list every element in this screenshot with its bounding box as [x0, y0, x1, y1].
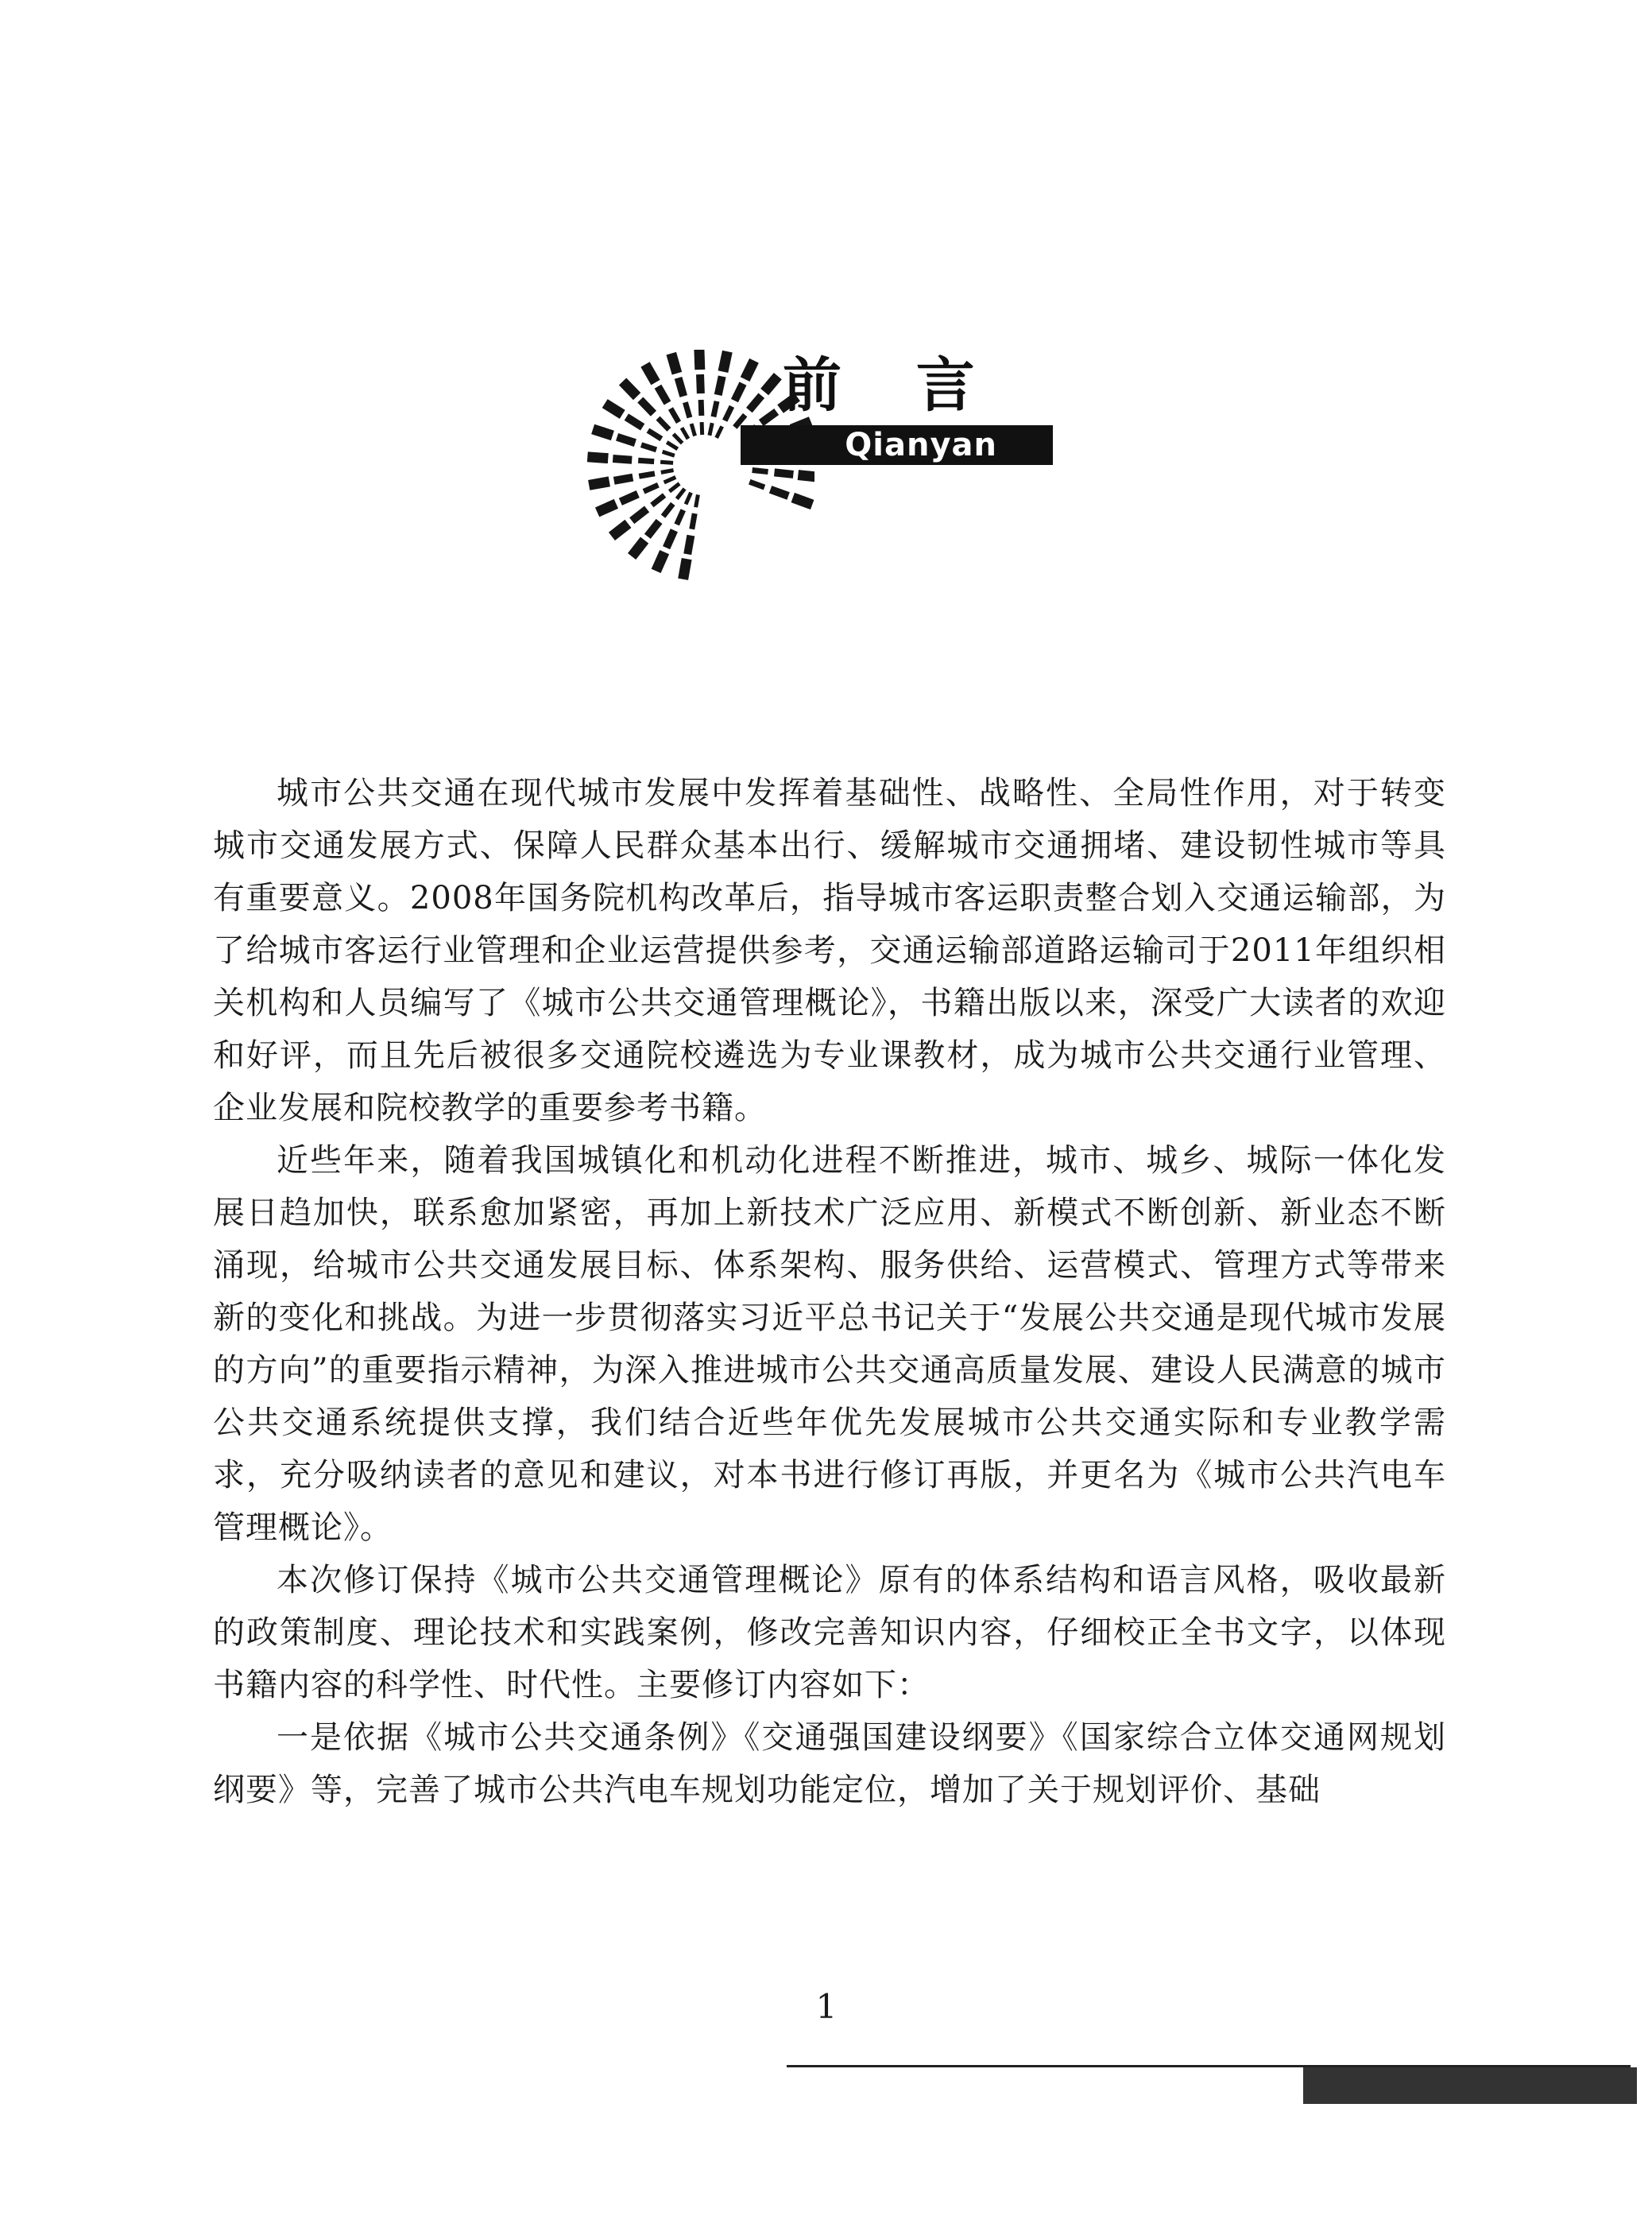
- sunburst-ray: [672, 432, 684, 444]
- sunburst-ray: [616, 433, 636, 447]
- sunburst-ray: [689, 513, 697, 529]
- sunburst-ray: [700, 422, 705, 435]
- sunburst-ray: [718, 351, 733, 373]
- sunburst-ray: [675, 377, 687, 397]
- sunburst-ray: [595, 499, 618, 517]
- sunburst-ray: [694, 350, 705, 370]
- sunburst-ray: [663, 529, 678, 549]
- sunburst-ray: [629, 506, 649, 524]
- sunburst-ray: [602, 399, 625, 419]
- sunburst-ray: [640, 362, 660, 385]
- sunburst-ray: [678, 558, 691, 580]
- sunburst-ray: [660, 468, 674, 475]
- sunburst-ray: [741, 358, 759, 382]
- sunburst-ray: [722, 405, 734, 422]
- sunburst-ray: [707, 423, 714, 436]
- sunburst-ray: [684, 492, 693, 506]
- sunburst-ray: [791, 493, 814, 509]
- sunburst-ray: [625, 413, 645, 430]
- sunburst-ray: [759, 409, 779, 426]
- sunburst-ray: [683, 401, 692, 418]
- sunburst-ray: [710, 401, 719, 417]
- sunburst-ray: [628, 537, 648, 560]
- sunburst-ray: [647, 428, 664, 442]
- paragraph-2: 近些年来，随着我国城镇化和机动化进程不断推进，城市、城乡、城际一体化发展日趋加快，联系愈加紧密，再加上新技术广泛应用、新模式不断创新、新业态不断涌现，给城市公共交通发展目标、体系架构、服务供给、运营模式、管理方式等带来新的变化和挑战。为进一步贯彻落实习近平总书记关于“发展公共交通是现代城市发展的方向”的重要指示精神，为深入推进城市公共交通高质量发展、建设人民满意的城市公共交通系统提供支撑，我们结合近些年优先发展城市公共交通实际和专业教学需求，充分吸纳读者的意见和建议，对本书进行修订再版，并更名为《城市公共汽电车管理概论》。: [213, 1142, 1446, 1546]
- sunburst-ray: [675, 487, 687, 500]
- sunburst-ray: [662, 450, 675, 458]
- sunburst-ray: [731, 382, 747, 402]
- page-number: 1: [815, 1987, 838, 2026]
- sunburst-ray: [613, 474, 633, 485]
- sunburst-ray: [769, 486, 790, 500]
- sunburst-ray: [638, 458, 654, 464]
- sunburst-ray: [588, 476, 610, 490]
- sunburst-ray: [652, 550, 669, 573]
- paragraph-3: 本次修订保持《城市公共交通管理概论》原有的体系结构和语言风格，吸收最新的政策制度、理论技术和实践案例，修改完善知识内容，仔细校正全书文字，以体现书籍内容的科学性、时代性。主要修订内容如下：: [213, 1562, 1446, 1703]
- sunburst-ray: [661, 502, 675, 518]
- footer-bar: [1303, 2067, 1637, 2104]
- paragraph-1: 城市公共交通在现代城市发展中发挥着基础性、战略性、全局性作用，对于转变城市交通发展方式、保障人民群众基本出行、缓解城市交通拥堵、建设韧性城市等具有重要意义。2008年国务院机构改革后，指导城市客运职责整合划入交通运输部，为了给城市客运行业管理和企业运营提供参考，交通运输部道路运输司于2011年组织相关机构和人员编写了《城市公共交通管理概论》，书籍出版以来，深受广大读者的欢迎和好评，而且先后被很多交通院校遴选为专业课教材，成为城市公共交通行业管理、企业发展和院校教学的重要参考书籍。: [213, 775, 1446, 1126]
- sunburst-ray: [644, 519, 663, 539]
- sunburst-ray: [666, 440, 679, 451]
- sunburst-ray: [609, 520, 631, 540]
- sunburst-ray: [752, 467, 768, 475]
- sunburst-ray: [714, 375, 726, 396]
- sunburst-ray: [587, 451, 609, 463]
- sunburst-ray: [696, 374, 705, 393]
- sunburst-ray: [694, 494, 700, 508]
- sunburst-ray: [640, 442, 657, 452]
- sunburst-ray: [680, 427, 690, 440]
- sunburst-ray: [655, 385, 671, 405]
- sunburst-ray: [591, 424, 614, 440]
- sunburst-ray: [714, 425, 724, 439]
- sunburst-ray: [613, 455, 633, 464]
- title-pinyin-banner: Qianyan: [741, 425, 1053, 465]
- sunburst-ray: [798, 470, 814, 482]
- sunburst-ray: [637, 397, 656, 416]
- sunburst-ray: [667, 352, 683, 375]
- sunburst-ray: [668, 407, 681, 424]
- sunburst-logo-icon: [584, 350, 814, 580]
- page-title: 前 言: [783, 351, 1002, 420]
- sunburst-ray: [690, 423, 697, 436]
- sunburst-ray: [619, 378, 640, 400]
- sunburst-ray: [749, 479, 765, 490]
- sunburst-ray: [698, 400, 705, 416]
- sunburst-ray: [656, 416, 671, 432]
- sunburst-ray: [664, 475, 677, 484]
- sunburst-ray: [674, 509, 686, 525]
- sunburst-ray: [619, 490, 640, 506]
- sunburst-ray: [683, 535, 694, 555]
- sunburst-ray: [639, 471, 656, 478]
- sunburst-ray: [746, 393, 764, 413]
- sunburst-ray: [650, 493, 666, 507]
- sunburst-ray: [643, 482, 660, 494]
- sunburst-ray: [774, 468, 794, 478]
- sunburst-ray: [660, 460, 673, 465]
- paragraph-4: 一是依据《城市公共交通条例》《交通强国建设纲要》《国家综合立体交通网规划纲要》等，完善了城市公共汽电车规划功能定位，增加了关于规划评价、基础: [213, 1719, 1446, 1808]
- preface-body: [213, 767, 1446, 1816]
- sunburst-ray: [668, 482, 681, 493]
- sunburst-ray: [760, 373, 782, 395]
